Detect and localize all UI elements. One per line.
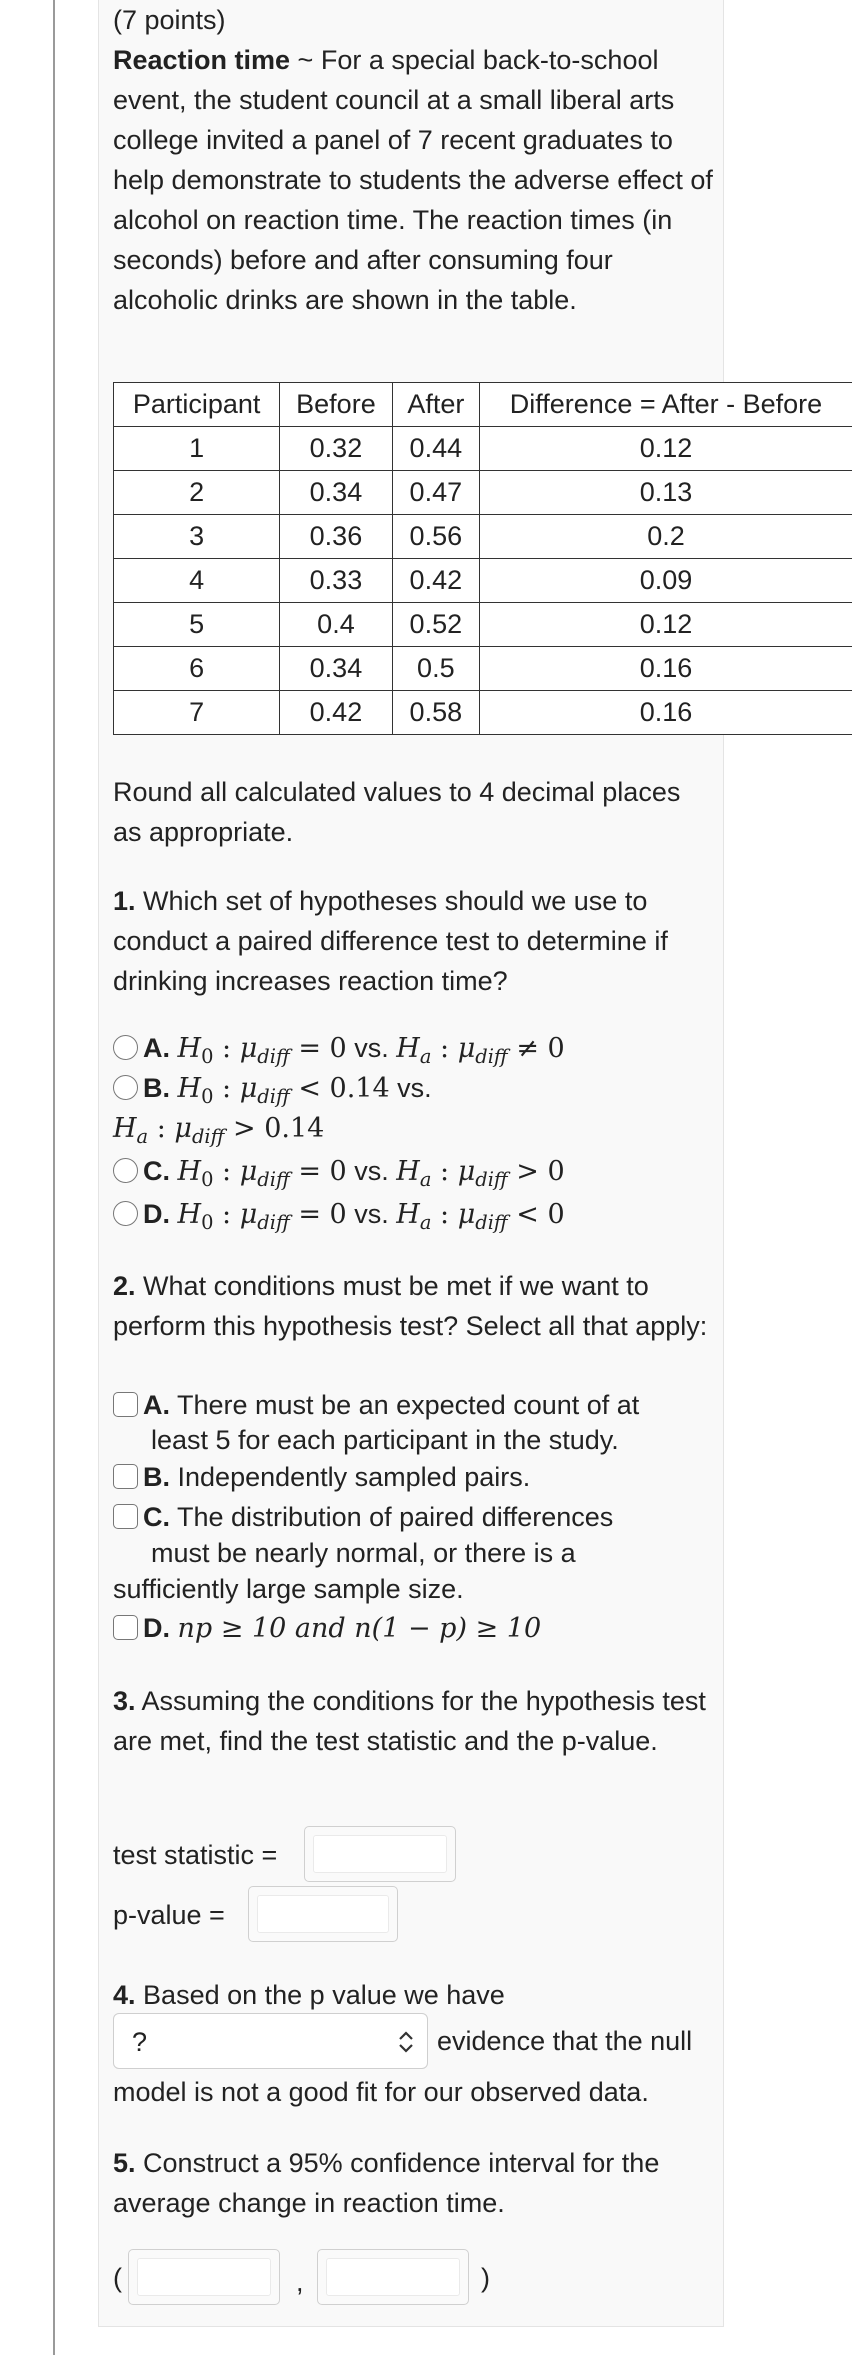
table-row (114, 691, 852, 735)
q5-prompt (113, 2143, 713, 2223)
cell-after: 0.5 (392, 647, 479, 691)
q4-text-after: evidence that the null (437, 2026, 693, 2056)
q5-number: 5. (113, 2148, 136, 2178)
reaction-time-table (113, 382, 852, 735)
p-value-label: p-value = (113, 1900, 225, 1930)
q1-number: 1. (113, 886, 136, 916)
cell-before: 0.34 (280, 647, 392, 691)
alt-hypothesis-formula: $H_a$ : $\mu_{diff} > 0$ (396, 1156, 565, 1191)
option-letter: C. (143, 1156, 170, 1186)
radio-button[interactable] (113, 1201, 138, 1226)
cell-after: 0.58 (392, 691, 479, 735)
q1-option-c[interactable] (113, 1151, 565, 1192)
cell-difference: 0.2 (479, 515, 852, 559)
q2-option-c-line3: sufficiently large sample size. (113, 1574, 464, 1604)
evidence-select[interactable] (113, 2013, 428, 2069)
q1-option-b[interactable] (113, 1068, 432, 1109)
option-letter: C. (143, 1502, 170, 1532)
cell-participant: 1 (114, 427, 280, 471)
intro-paragraph (113, 40, 713, 320)
table-row (114, 471, 852, 515)
cell-before: 0.4 (280, 603, 392, 647)
ci-close-paren: ) (481, 2263, 490, 2293)
radio-button[interactable] (113, 1158, 138, 1183)
hypothesis-formula: $H_0$ : $\mu_{diff} = 0$ (177, 1156, 347, 1191)
radio-button[interactable] (113, 1035, 138, 1060)
ci-comma: , (296, 2267, 304, 2297)
option-text: There must be an expected count of at (177, 1390, 640, 1420)
option-letter: D. (143, 1199, 170, 1229)
q3-text: Assuming the conditions for the hypothesis test are met, find the test statistic and the p-value. (113, 1686, 706, 1756)
cell-difference: 0.09 (479, 559, 852, 603)
option-text: The distribution of paired differences (177, 1502, 614, 1532)
condition-formula: np ≥ 10 and n(1 − p) ≥ 10 (177, 1613, 542, 1644)
ci-upper-input[interactable] (317, 2249, 469, 2305)
table-row (114, 603, 852, 647)
cell-participant: 7 (114, 691, 280, 735)
cell-difference: 0.16 (479, 691, 852, 735)
cell-before: 0.32 (280, 427, 392, 471)
rounding-note: Round all calculated values to 4 decimal places as appropriate. (113, 777, 681, 847)
cell-after: 0.47 (392, 471, 479, 515)
intro-text: For a special back-to-school event, the student council at a small liberal arts college invited a panel of 7 recent graduates to help demonstrate to students the adverse effect of alcohol on reaction time. The reaction times (in seconds) before and after consuming four alcoholic drinks are shown in the table. (113, 45, 713, 315)
hypothesis-formula: $H_0$ : $\mu_{diff} < 0.14$ (177, 1073, 390, 1108)
cell-participant: 2 (114, 471, 280, 515)
header-before: Before (280, 383, 392, 427)
table-row (114, 427, 852, 471)
cell-before: 0.34 (280, 471, 392, 515)
option-letter: A. (143, 1390, 170, 1420)
table-row (114, 515, 852, 559)
cell-participant: 6 (114, 647, 280, 691)
ci-lower-input[interactable] (128, 2249, 280, 2305)
header-participant: Participant (114, 383, 280, 427)
q2-option-a[interactable] (113, 1385, 639, 1425)
q4-prompt (113, 1975, 505, 2015)
q2-number: 2. (113, 1271, 136, 1301)
cell-difference: 0.16 (479, 647, 852, 691)
vs-label: vs. (397, 1073, 432, 1103)
vs-label: vs. (354, 1033, 389, 1063)
alt-hypothesis-formula: $H_a$ : $\mu_{diff} < 0$ (396, 1199, 565, 1234)
table-row (114, 559, 852, 603)
q4-text-line2: model is not a good fit for our observed data. (113, 2077, 649, 2107)
intro-title: Reaction time (113, 45, 291, 75)
checkbox[interactable] (113, 1392, 138, 1417)
points-label: (7 points) (113, 5, 226, 35)
q4-number: 4. (113, 1980, 136, 2010)
checkbox[interactable] (113, 1615, 138, 1640)
cell-before: 0.36 (280, 515, 392, 559)
q1-text: Which set of hypotheses should we use to conduct a paired difference test to determine if drinking increases reaction time? (113, 886, 668, 996)
checkbox[interactable] (113, 1504, 138, 1529)
ci-open-paren: ( (113, 2263, 122, 2293)
q1-option-b-continuation (113, 1108, 324, 1149)
cell-before: 0.42 (280, 691, 392, 735)
cell-participant: 4 (114, 559, 280, 603)
q2-option-d[interactable] (113, 1608, 541, 1649)
header-after: After (392, 383, 479, 427)
option-letter: B. (143, 1073, 170, 1103)
q2-option-c-line2: must be nearly normal, or there is a (151, 1538, 576, 1568)
alt-hypothesis-formula: $H_a$ : $\mu_{diff} > 0.14$ (113, 1113, 325, 1148)
table-header-row (114, 383, 852, 427)
q2-option-c[interactable] (113, 1497, 613, 1537)
checkbox[interactable] (113, 1464, 138, 1489)
question-intro (113, 0, 713, 320)
alt-hypothesis-formula: $H_a$ : $\mu_{diff} \ne 0$ (396, 1033, 565, 1068)
select-arrows-icon (397, 2030, 415, 2054)
cell-difference: 0.13 (479, 471, 852, 515)
cell-after: 0.52 (392, 603, 479, 647)
vs-label: vs. (354, 1199, 389, 1229)
option-letter: D. (143, 1613, 170, 1643)
q2-prompt (113, 1266, 713, 1346)
q3-prompt (113, 1681, 713, 1761)
page-left-border (53, 0, 55, 2355)
q2-option-b[interactable] (113, 1457, 530, 1497)
q1-option-d[interactable] (113, 1194, 565, 1235)
cell-participant: 3 (114, 515, 280, 559)
q1-option-a[interactable] (113, 1028, 565, 1069)
hypothesis-formula: $H_0$ : $\mu_{diff} = 0$ (177, 1199, 347, 1234)
select-value: ? (132, 2027, 148, 2057)
q2-text: What conditions must be met if we want to perform this hypothesis test? Select all that apply: (113, 1271, 708, 1341)
q3-number: 3. (113, 1686, 136, 1716)
cell-after: 0.42 (392, 559, 479, 603)
q2-option-a-line2: least 5 for each participant in the study. (151, 1425, 619, 1455)
q1-prompt (113, 881, 713, 1001)
cell-before: 0.33 (280, 559, 392, 603)
option-letter: A. (143, 1033, 170, 1063)
q4-text-before: Based on the p value we have (143, 1980, 505, 2010)
cell-after: 0.44 (392, 427, 479, 471)
header-difference: Difference = After - Before (479, 383, 852, 427)
test-statistic-input[interactable] (304, 1826, 456, 1882)
cell-after: 0.56 (392, 515, 479, 559)
p-value-input[interactable] (248, 1886, 398, 1942)
option-text: Independently sampled pairs. (177, 1462, 531, 1492)
q5-text: Construct a 95% confidence interval for the average change in reaction time. (113, 2148, 660, 2218)
cell-difference: 0.12 (479, 603, 852, 647)
cell-difference: 0.12 (479, 427, 852, 471)
intro-dash: ~ (290, 45, 321, 75)
vs-label: vs. (354, 1156, 389, 1186)
option-letter: B. (143, 1462, 170, 1492)
table-row (114, 647, 852, 691)
cell-participant: 5 (114, 603, 280, 647)
hypothesis-formula: $H_0$ : $\mu_{diff} = 0$ (177, 1033, 347, 1068)
radio-button[interactable] (113, 1075, 138, 1100)
test-statistic-label: test statistic = (113, 1840, 278, 1870)
